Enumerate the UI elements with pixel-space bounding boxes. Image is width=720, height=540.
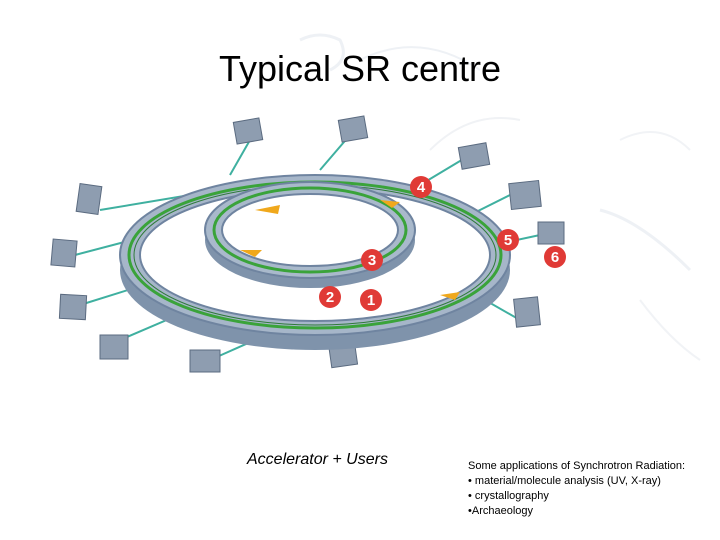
end-station — [59, 294, 86, 319]
application-item: • crystallography — [468, 490, 549, 502]
end-station — [100, 335, 128, 359]
end-station — [514, 297, 541, 327]
marker-2-label: 2 — [325, 289, 335, 306]
end-station — [51, 239, 77, 267]
end-station — [338, 116, 367, 142]
marker-4-label: 4 — [416, 179, 426, 196]
application-item: • material/molecule analysis (UV, X-ray) — [468, 475, 661, 487]
application-item: •Archaeology — [468, 505, 534, 517]
applications-list — [468, 459, 685, 519]
marker-6-label: 6 — [550, 249, 560, 266]
end-station — [458, 143, 489, 170]
booster-ring — [205, 182, 415, 288]
end-station — [190, 350, 220, 372]
applications-heading: Some applications of Synchrotron Radiation: — [468, 460, 686, 472]
end-station — [76, 184, 102, 215]
end-station — [538, 222, 564, 244]
synchrotron-diagram — [40, 110, 600, 410]
end-station — [233, 118, 262, 144]
marker-3-label: 3 — [367, 252, 377, 269]
diagram-caption: Accelerator + Users — [247, 451, 388, 468]
marker-5-label: 5 — [503, 232, 513, 249]
page-title: Typical SR centre — [218, 48, 502, 89]
end-station — [509, 181, 542, 210]
marker-1-label: 1 — [366, 292, 376, 309]
